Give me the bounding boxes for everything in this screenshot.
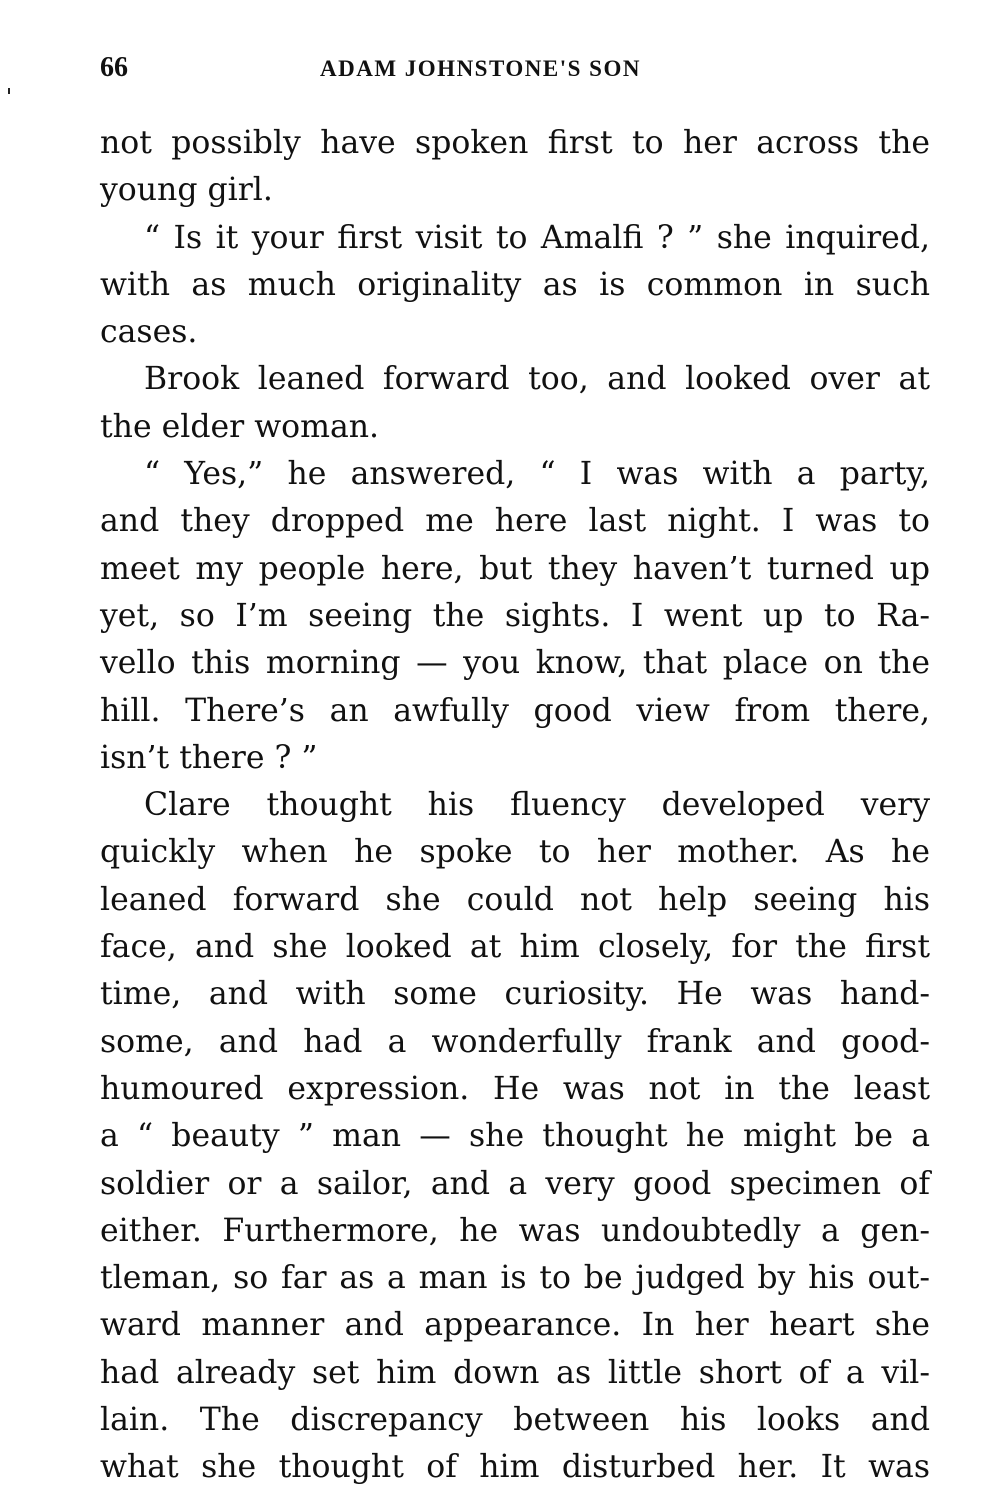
text-line: yet, so I’m seeing the sights. I went up to Ra- bbox=[100, 597, 930, 634]
text-line: Clare thought his fluency developed very bbox=[144, 787, 930, 824]
text-line: not possibly have spoken first to her across the bbox=[100, 125, 930, 161]
page-number: 66 bbox=[100, 52, 128, 83]
body-text bbox=[100, 120, 930, 1492]
text-line: had already set him down as little short of a vil- bbox=[100, 1354, 930, 1391]
text-line: vello this morning — you know, that place on the bbox=[100, 645, 930, 682]
text-line: Brook leaned forward too, and looked over at bbox=[144, 361, 930, 398]
text-line: “ Is it your first visit to Amalfi ? ” she inquired, bbox=[144, 219, 930, 256]
text-line: soldier or a sailor, and a very good specimen of bbox=[100, 1165, 930, 1202]
text-line: a “ beauty ” man — she thought he might be a bbox=[100, 1118, 930, 1155]
text-line: humoured expression. He was not in the least bbox=[100, 1070, 930, 1107]
text-line: some, and had a wonderfully frank and good- bbox=[100, 1023, 930, 1060]
text-line: the elder woman. bbox=[100, 408, 380, 445]
text-line: and they dropped me here last night. I was to bbox=[100, 503, 930, 540]
text-line: lain. The discrepancy between his looks and bbox=[100, 1402, 930, 1439]
text-line: face, and she looked at him closely, for the first bbox=[100, 929, 930, 966]
text-line: hill. There’s an awfully good view from there, bbox=[100, 692, 930, 729]
text-line: leaned forward she could not help seeing his bbox=[100, 881, 930, 918]
text-line: young girl. bbox=[100, 172, 273, 209]
text-line: ward manner and appearance. In her heart she bbox=[100, 1307, 930, 1344]
text-line: meet my people here, but they haven’t turned up bbox=[100, 550, 930, 587]
text-line: with as much originality as is common in such bbox=[100, 266, 930, 303]
text-line: “ Yes,” he answered, “ I was with a party, bbox=[144, 456, 930, 493]
text-line: either. Furthermore, he was undoubtedly a gen- bbox=[100, 1212, 930, 1249]
text-line: time, and with some curiosity. He was hand- bbox=[100, 976, 930, 1013]
text-line: what she thought of him disturbed her. It was bbox=[100, 1449, 930, 1486]
text-line: quickly when he spoke to her mother. As he bbox=[100, 834, 930, 871]
running-title: ADAM JOHNSTONE'S SON bbox=[320, 56, 641, 81]
stray-ink-mark bbox=[8, 88, 10, 94]
text-line: isn’t there ? ” bbox=[100, 739, 318, 776]
text-line: cases. bbox=[100, 314, 198, 351]
page-header bbox=[100, 52, 930, 92]
text-line: tleman, so far as a man is to be judged by his out- bbox=[100, 1260, 930, 1297]
